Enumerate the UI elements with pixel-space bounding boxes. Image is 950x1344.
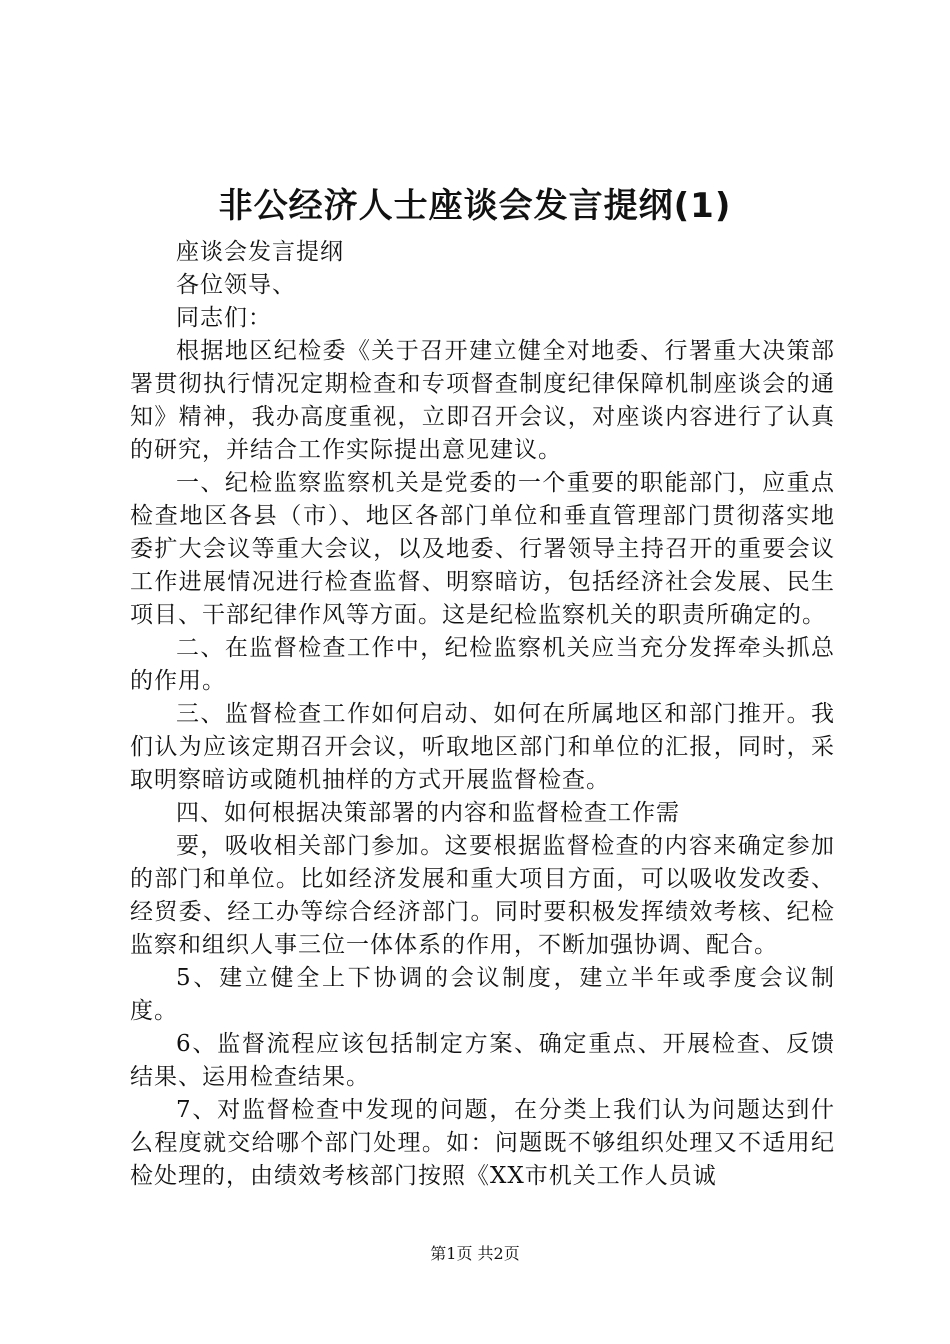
paragraph-point-5: 5、建立健全上下协调的会议制度，建立半年或季度会议制度。 [130, 965, 835, 1024]
paragraph-point-2: 二、在监督检查工作中，纪检监察机关应当充分发挥牵头抓总的作用。 [130, 635, 835, 694]
paragraph-point-3: 三、监督检查工作如何启动、如何在所属地区和部门推开。我们认为应该定期召开会议，听取地区部门和单位的汇报，同时，采取明察暗访或随机抽样的方式开展监督检查。 [130, 701, 835, 793]
paragraph-salutation-comrades: 同志们： [176, 305, 272, 331]
paragraph-subtitle: 座谈会发言提纲 [176, 239, 344, 265]
paragraph-point-4-continued: 要，吸收相关部门参加。这要根据监督检查的内容来确定参加的部门和单位。比如经济发展和重大项目方面，可以吸收发改委、经贸委、经工办等综合经济部门。同时要积极发挥绩效考核、纪检监察和组织人事三位一体体系的作用，不断加强协调、配合。 [130, 833, 835, 958]
page-number-footer: 第1页 共2页 [430, 1244, 520, 1263]
document-body [130, 236, 835, 1193]
paragraph-point-7: 7、对监督检查中发现的问题，在分类上我们认为问题达到什么程度就交给哪个部门处理。如：问题既不够组织处理又不适用纪检处理的，由绩效考核部门按照《XX市机关工作人员诚 [130, 1097, 835, 1189]
paragraph-point-1: 一、纪检监察监察机关是党委的一个重要的职能部门，应重点检查地区各县（市）、地区各部门单位和垂直管理部门贯彻落实地委扩大会议等重大会议，以及地委、行署领导主持召开的重要会议工作进展情况进行检查监督、明察暗访，包括经济社会发展、民生项目、干部纪律作风等方面。这是纪检监察机关的职责所确定的。 [130, 470, 835, 628]
paragraph-point-6: 6、监督流程应该包括制定方案、确定重点、开展检查、反馈结果、运用检查结果。 [130, 1031, 835, 1090]
paragraph-point-4: 四、如何根据决策部署的内容和监督检查工作需 [176, 800, 680, 826]
document-title: 非公经济人士座谈会发言提纲(1) [218, 186, 732, 226]
paragraph-intro: 根据地区纪检委《关于召开建立健全对地委、行署重大决策部署贯彻执行情况定期检查和专项督查制度纪律保障机制座谈会的通知》精神，我办高度重视，立即召开会议，对座谈内容进行了认真的研究，并结合工作实际提出意见建议。 [130, 338, 835, 463]
paragraph-salutation-leaders: 各位领导、 [176, 272, 296, 298]
